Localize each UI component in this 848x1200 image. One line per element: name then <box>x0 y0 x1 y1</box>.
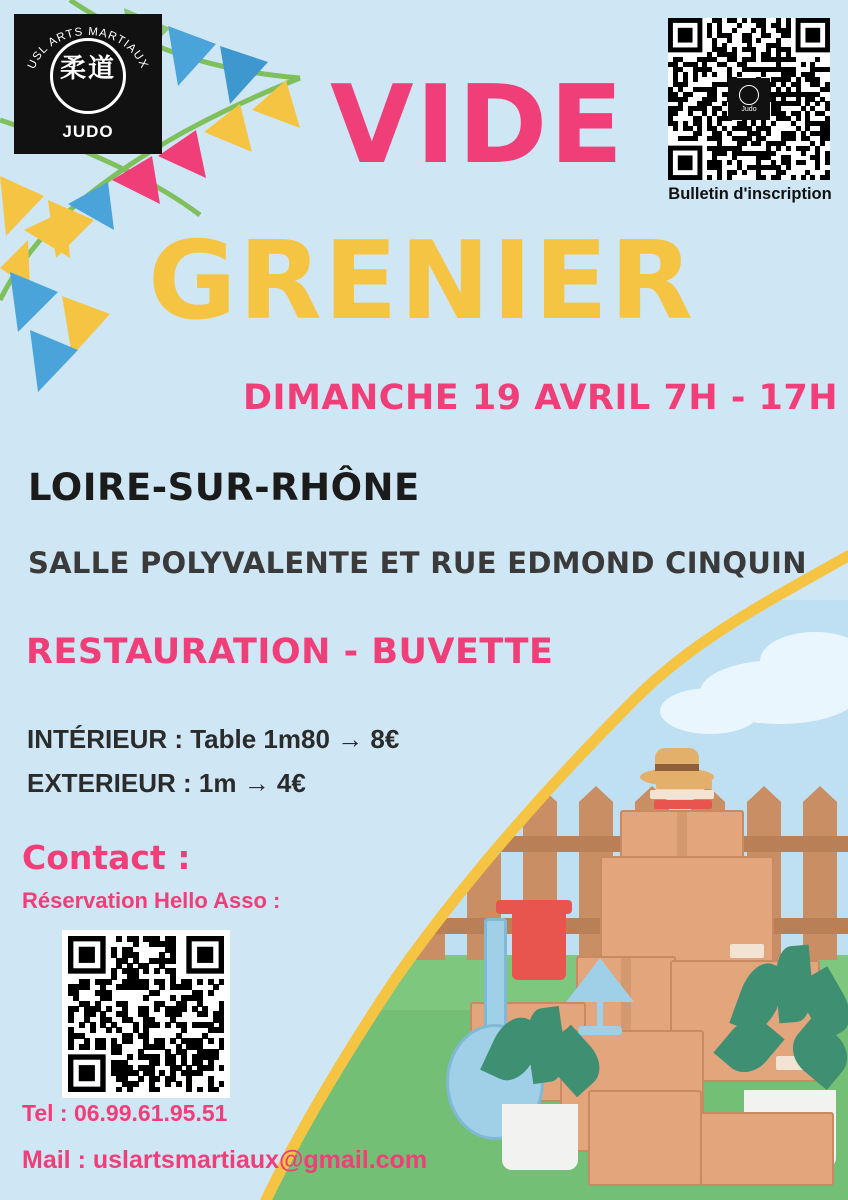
price-interior: INTÉRIEUR : Table 1m80 → 8€ <box>27 724 400 754</box>
contact-phone: Tel : 06.99.61.95.51 <box>22 1100 228 1126</box>
registration-qr-caption: Bulletin d'inscription <box>668 185 832 203</box>
helloasso-qr-code[interactable] <box>62 930 230 1098</box>
registration-qr-code[interactable] <box>668 18 830 180</box>
price-exterior: EXTERIEUR : 1m → 4€ <box>27 768 306 798</box>
qr-center-ring <box>739 85 759 105</box>
club-logo <box>14 14 162 154</box>
reservation-label: Réservation Hello Asso : <box>22 888 281 913</box>
club-logo-arc-label: USL ARTS MARTIAUX <box>25 25 151 71</box>
club-logo-inner <box>23 22 153 146</box>
event-city: LOIRE-SUR-RHÔNE <box>28 466 420 509</box>
catering-info: RESTAURATION - BUVETTE <box>26 632 554 672</box>
event-date: DIMANCHE 19 AVRIL 7H - 17H <box>243 378 839 418</box>
event-venue: SALLE POLYVALENTE ET RUE EDMOND CINQUIN <box>28 546 807 580</box>
poster-title-line2: GRENIER <box>148 219 696 344</box>
judo-kanji-icon: 柔道 <box>59 54 116 84</box>
qr-center-logo <box>728 78 770 120</box>
helloasso-qr-canvas <box>68 936 224 1092</box>
club-logo-name: JUDO <box>62 122 114 141</box>
contact-heading: Contact : <box>22 838 191 877</box>
qr-center-label: Judo <box>741 105 757 113</box>
poster-title-line1: VIDE <box>330 63 626 188</box>
contact-email: Mail : uslartsmartiaux@gmail.com <box>22 1146 428 1174</box>
